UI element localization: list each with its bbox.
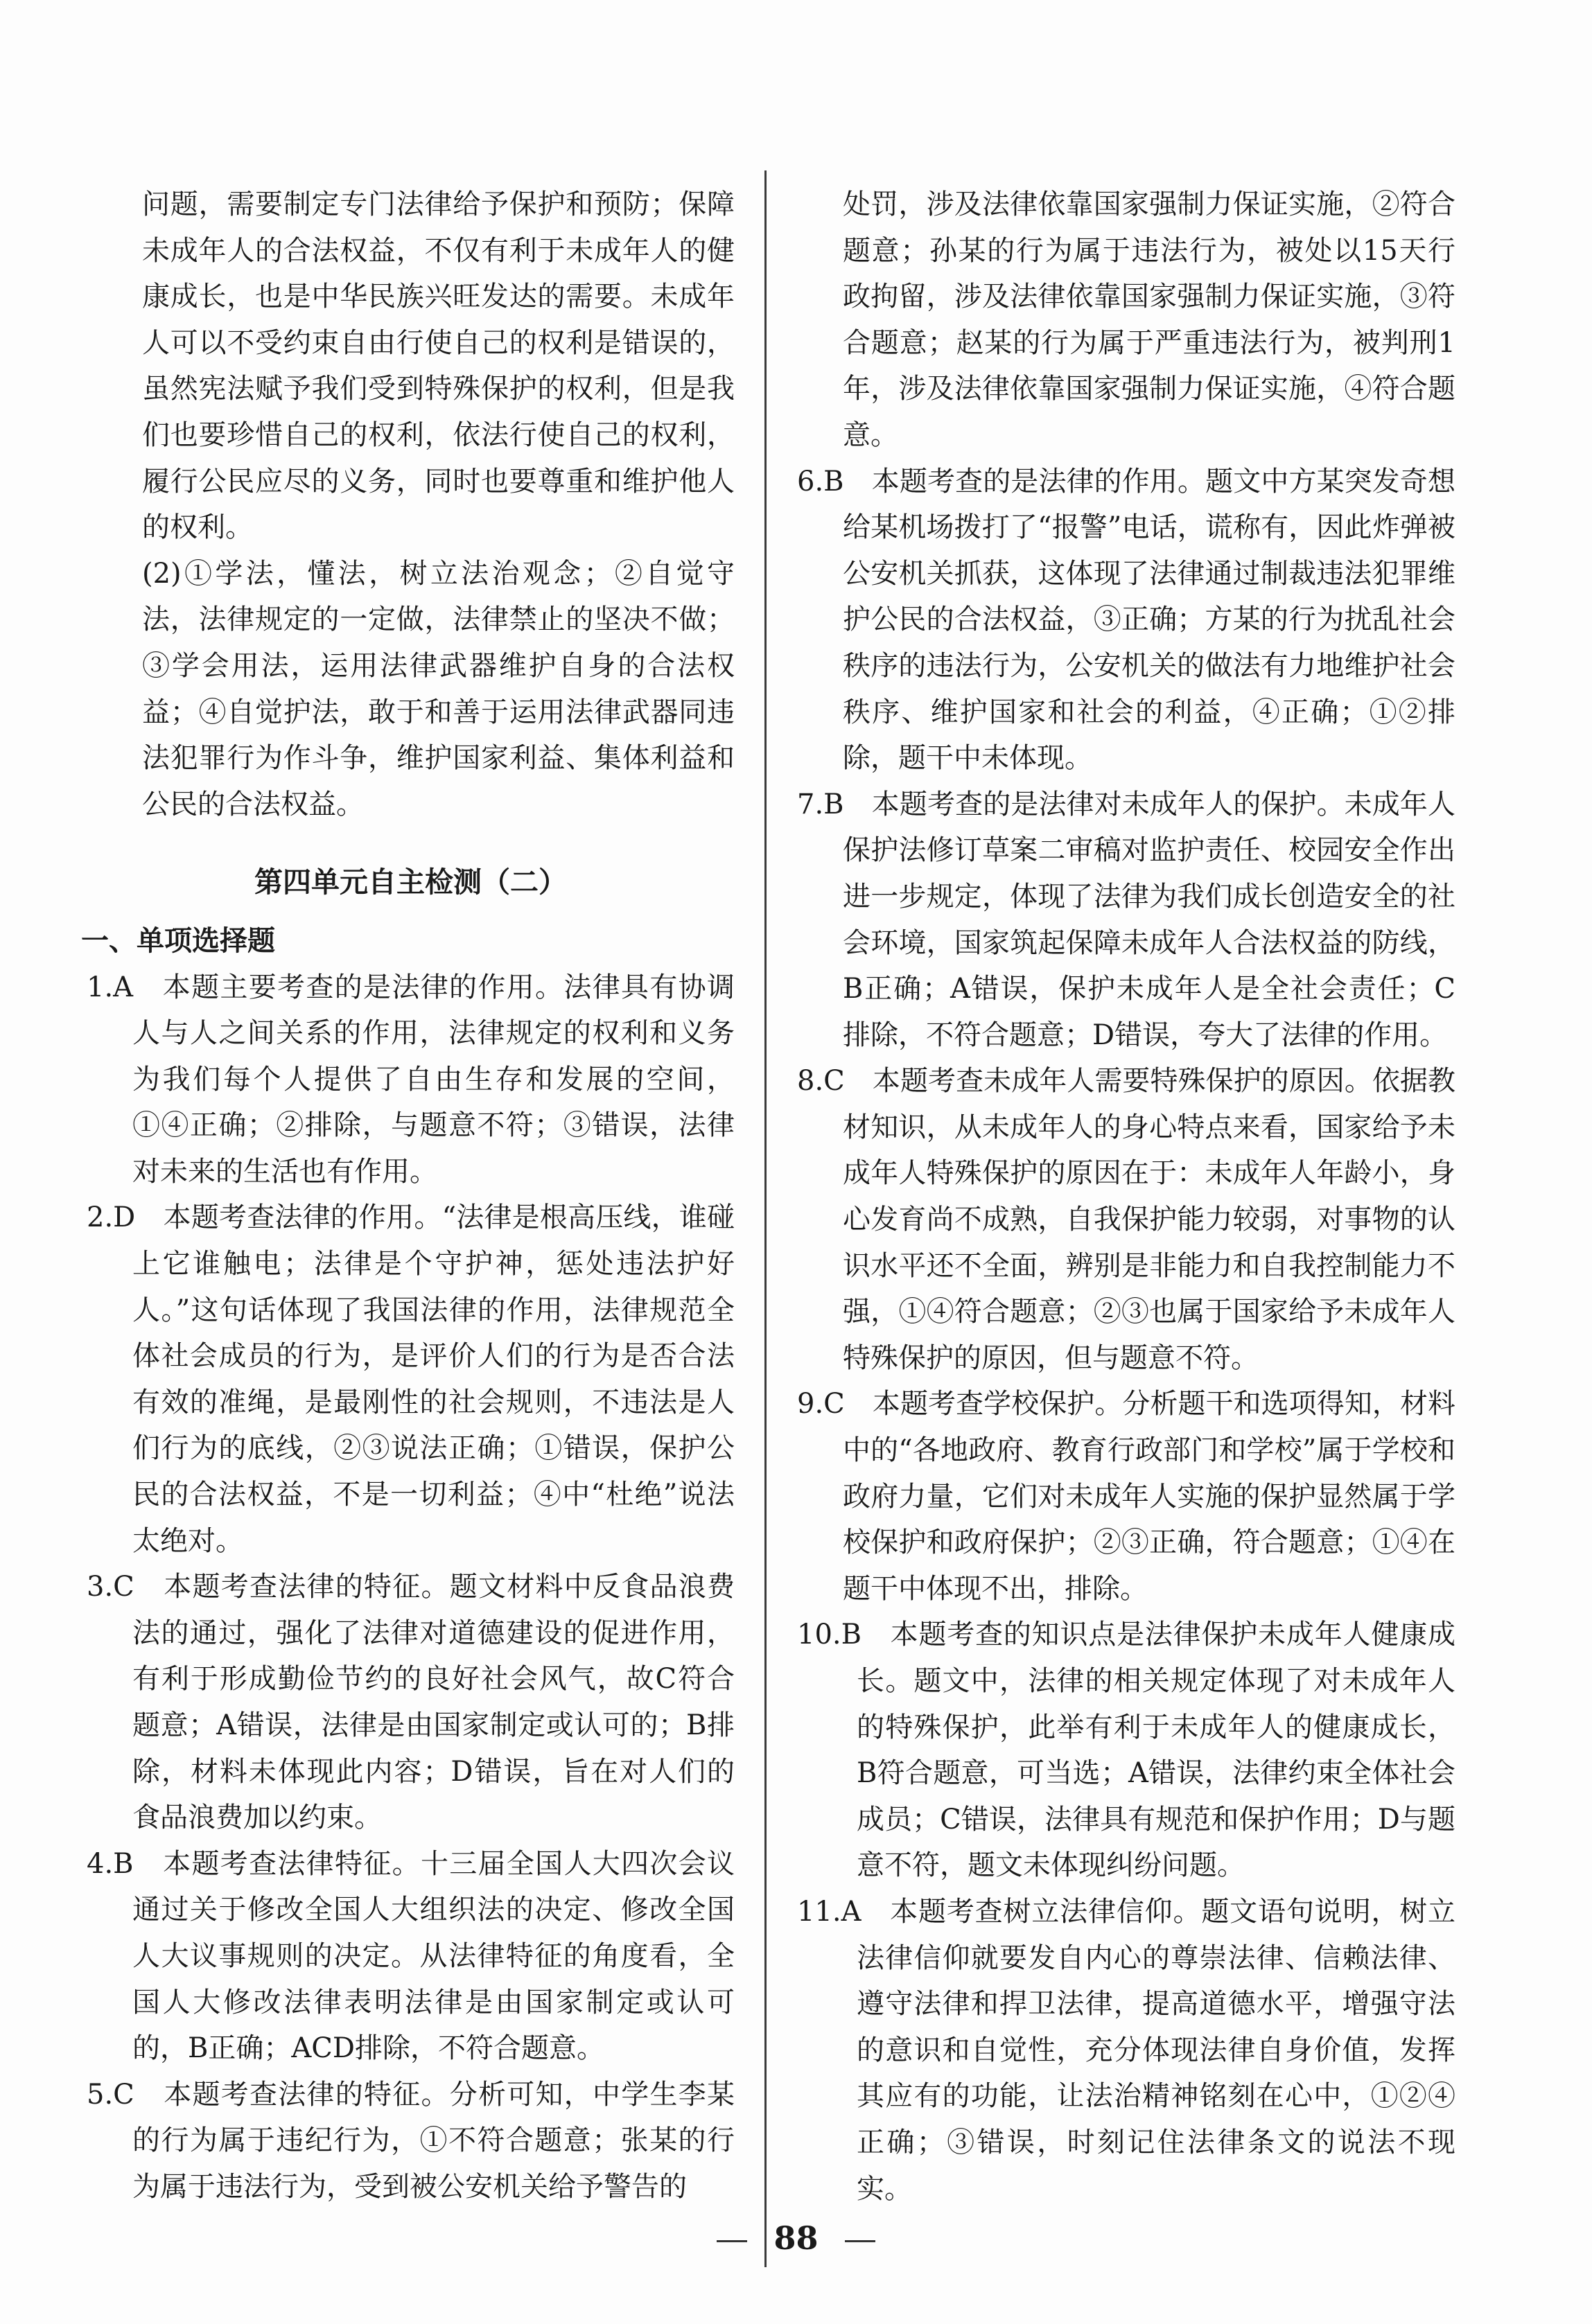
answer-item-10 <box>797 1612 1455 1889</box>
part-title: 一、单项选择题 <box>81 924 275 957</box>
answer-text: 本题考查的是法律的作用。题文中方某突发奇想给某机场拨打了“报警”电话，谎称有，因此炸弹被公安机关抓获，这体现了法律通过制裁违法犯罪维护公民的合法权益，③正确；方某的行为扰乱社会秩序的违法行为，公安机关的做法有力地维护社会秩序、维护国家和社会的利益，④正确；①②排除，题干中未体现。 <box>843 465 1456 775</box>
answer-text: 本题考查法律特征。十三届全国人大四次会议通过关于修改全国人大组织法的决定、修改全国人大议事规则的决定。从法律特征的角度看，全国人大修改法律表明法律是由国家制定或认可的，B正确；ACD排除，不符合题意。 <box>132 1847 735 2065</box>
left-column <box>81 182 735 2210</box>
answer-item-3 <box>87 1564 735 1841</box>
answer-text: 本题考查的是法律对未成年人的保护。未成年人保护法修订草案二审稿对监护责任、校园安全作出进一步规定，体现了法律为我们成长创造安全的社会环境，国家筑起保障未成年人合法权益的防线，B正确；A错误，保护未成年人是全社会责任；C排除，不符合题意；D错误，夸大了法律的作用。 <box>843 788 1456 1051</box>
answer-item-8 <box>797 1058 1455 1381</box>
page-number: 88 <box>773 2219 819 2257</box>
column-divider <box>764 170 767 2267</box>
answer-text: 本题考查法律的作用。“法律是根高压线，谁碰上它谁触电；法律是个守护神，惩处违法护好人。”这句话体现了我国法律的作用，法律规范全体社会成员的行为，是评价人们的行为是否合法有效的准绳，是最刚性的社会规则，不违法是人们行为的底线，②③说法正确；①错误，保护公民的合法权益，不是一切利益；④中“杜绝”说法太绝对。 <box>132 1201 735 1557</box>
answer-item-6 <box>797 459 1455 782</box>
answer-text: 本题考查法律的特征。分析可知，中学生李某的行为属于违纪行为，①不符合题意；张某的行为属于违法行为，受到被公安机关给予警告的 <box>132 2078 735 2203</box>
continuation-paragraph: 处罚，涉及法律依靠国家强制力保证实施，②符合题意；孙某的行为属于违法行为，被处以15天行政拘留，涉及法律依靠国家强制力保证实施，③符合题意；赵某的行为属于严重违法行为，被判刑1年，涉及法律依靠国家强制力保证实施，④符合题意。 <box>843 188 1455 451</box>
answer-text: 本题考查的知识点是法律保护未成年人健康成长。题文中，法律的相关规定体现了对未成年人的特殊保护，此举有利于未成年人的健康成长，B符合题意，可当选；A错误，法律约束全体社会成员；C错误，法律具有规范和保护作用；D与题意不符，题文未体现纠纷问题。 <box>857 1619 1456 1882</box>
answer-number: 8.C <box>797 1065 845 1098</box>
footer-dash-right <box>845 2240 875 2242</box>
answer-item-4 <box>87 1841 735 2072</box>
sub-paragraph: (2)①学法，懂法，树立法治观念；②自觉守法，法律规定的一定做，法律禁止的坚决不做；③学会用法，运用法律武器维护自身的合法权益；④自觉护法，敢于和善于运用法律武器同违法犯罪行为作斗争，维护国家利益、集体利益和公民的合法权益。 <box>142 557 735 820</box>
answer-number: 11.A <box>797 1895 861 1928</box>
answer-number: 9.C <box>797 1388 845 1420</box>
answer-text: 本题考查未成年人需要特殊保护的原因。依据教材知识，从未成年人的身心特点来看，国家给予未成年人特殊保护的原因在于：未成年人年龄小，身心发育尚不成熟，自我保护能力较弱，对事物的认识水平还不全面，辨别是非能力和自我控制能力不强，①④符合题意；②③也属于国家给予未成年人特殊保护的原因，但与题意不符。 <box>843 1065 1456 1374</box>
answer-number: 6.B <box>797 465 844 498</box>
answer-item-9 <box>797 1381 1455 1612</box>
answer-number: 4.B <box>87 1847 134 1880</box>
answer-text: 本题考查法律的特征。题文材料中反食品浪费法的通过，强化了法律对道德建设的促进作用，有利于形成勤俭节约的良好社会风气，故C符合题意；A错误，法律是由国家制定或认可的；B排除，材料未体现此内容；D错误，旨在对人们的食品浪费加以约束。 <box>132 1571 735 1834</box>
section-title: 第四单元自主检测（二） <box>254 865 567 899</box>
answer-text: 本题考查学校保护。分析题干和选项得知，材料中的“各地政府、教育行政部门和学校”属于学校和政府力量，它们对未成年人实施的保护显然属于学校保护和政府保护；②③正确，符合题意；①④在题干中体现不出，排除。 <box>843 1388 1456 1605</box>
footer-dash-left <box>717 2240 747 2242</box>
answer-number: 2.D <box>87 1201 136 1234</box>
page-footer <box>0 2219 1592 2257</box>
answer-number: 7.B <box>797 788 844 820</box>
answer-item-2 <box>87 1195 735 1564</box>
answer-text: 本题考查树立法律信仰。题文语句说明，树立法律信仰就要发自内心的尊崇法律、信赖法律、遵守法律和捍卫法律，提高道德水平，增强守法的意识和自觉性，充分体现法律自身价值，发挥其应有的功能，让法治精神铭刻在心中，①②④正确；③错误，时刻记住法律条文的说法不现实。 <box>857 1895 1456 2205</box>
answer-item-11 <box>797 1889 1455 2212</box>
answer-number: 5.C <box>87 2078 134 2111</box>
answer-number: 10.B <box>797 1619 862 1651</box>
answer-item-5 <box>87 2072 735 2210</box>
answer-item-1 <box>87 965 735 1195</box>
answer-number: 1.A <box>87 971 134 1003</box>
right-column <box>797 182 1455 2212</box>
answer-text: 本题主要考查的是法律的作用。法律具有协调人与人之间关系的作用，法律规定的权利和义务为我们每个人提供了自由生存和发展的空间，①④正确；②排除，与题意不符；③错误，法律对未来的生活也有作用。 <box>132 971 735 1188</box>
answer-item-7 <box>797 782 1455 1059</box>
intro-paragraph: 问题，需要制定专门法律给予保护和预防；保障未成年人的合法权益，不仅有利于未成年人的健康成长，也是中华民族兴旺发达的需要。未成年人可以不受约束自由行使自己的权利是错误的，虽然宪法赋予我们受到特殊保护的权利，但是我们也要珍惜自己的权利，依法行使自己的权利，履行公民应尽的义务，同时也要尊重和维护他人的权利。 <box>142 188 735 544</box>
answer-number: 3.C <box>87 1571 134 1603</box>
